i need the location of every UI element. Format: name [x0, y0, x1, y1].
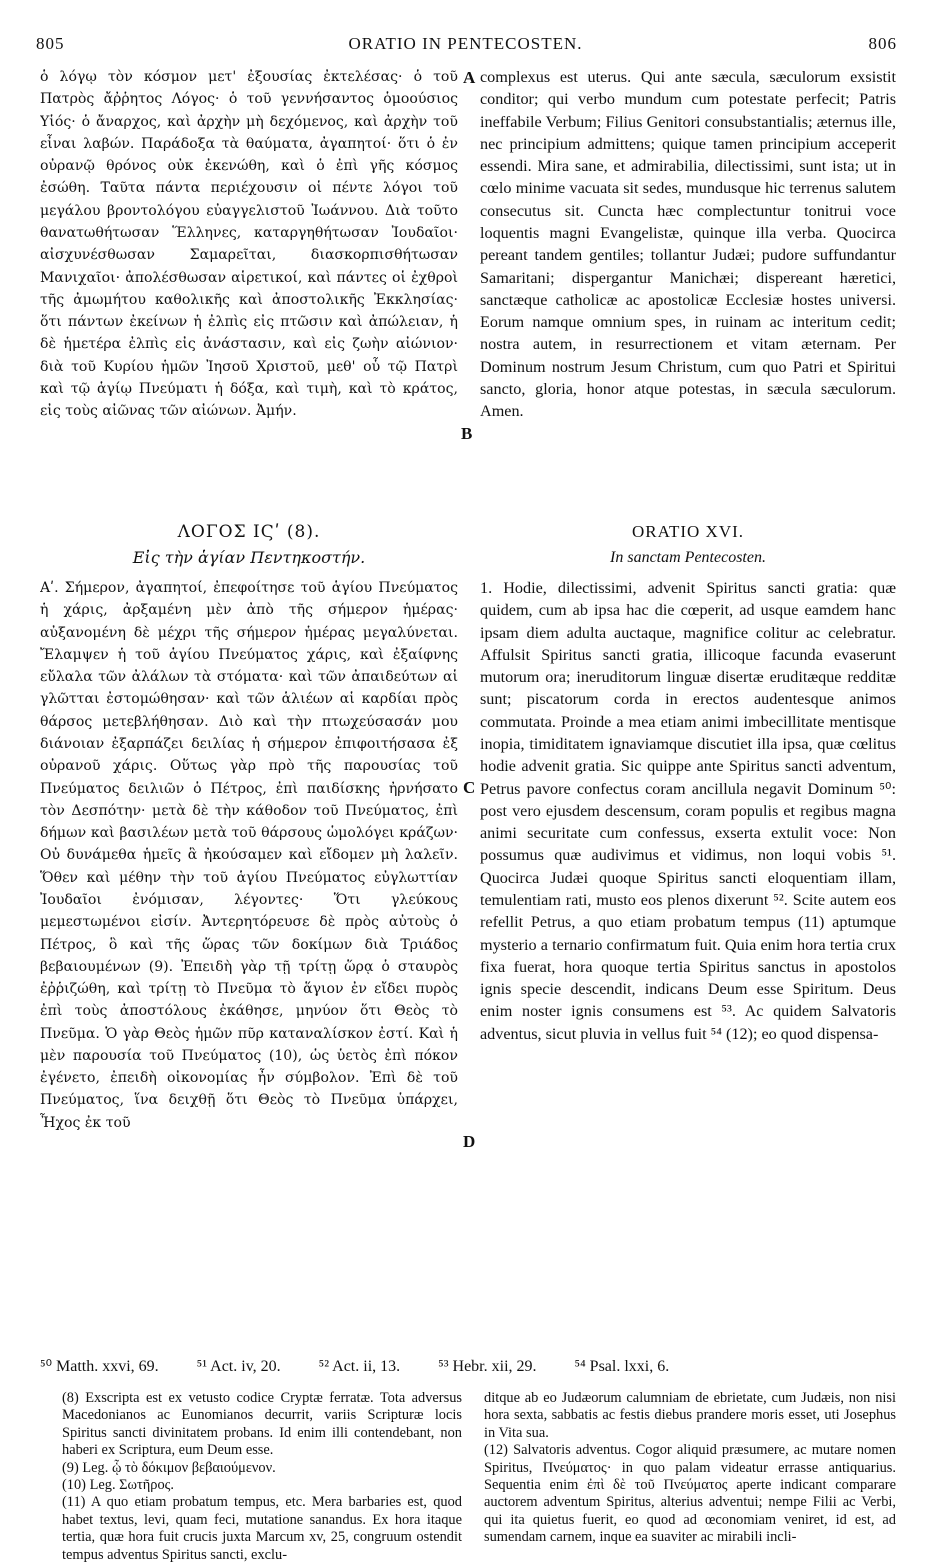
note-11: (11) A quo etiam probatum tempus, etc. Mera barbaries est, quod habet textus, levi, quam feci, mutatione sanandus. Ex hora itaque tertia, quæ hora fuit crucis juxta Marcum xv, 25, congruum ostendit tempus adventus Spiritus sancti, exclu-: [62, 1494, 462, 1563]
note-8: (8) Exscripta est ex vetusto codice Cryptæ ferratæ. Tota adversus Macedonianos ac Eunomianos decurrit, variis Scripturæ locis Spiritus sancti divinitatem probans. Id enim illi contendebant, non haberi ex Scriptura, eum Deum esse.: [62, 1390, 462, 1459]
running-title: ORATIO IN PENTECOSTEN.: [348, 34, 583, 53]
note-12: (12) Salvatoris adventus. Cogor aliquid præsumere, ac mutare nomen Spiritus, Πνεύματος· in quo palam videatur errasse antiquarius. Sequentia enim ἐπὶ δὲ τοῦ Πνεύματος aperte indicant comparare auctorem adventum Spiritus, alterius adventui; nempe Filii ac Verbi, qui ita quietus fuerit, eo quod ad œconomiam veniret, id est, ad sumendam carnem, inque ea suaviter ac mirabili incli-: [484, 1442, 896, 1546]
greek-oration-number: ΛΟΓΟΣ ΙϚʹ (8).: [177, 522, 321, 542]
note-10: (10) Leg. Σωτῆρος.: [62, 1477, 174, 1494]
greek-text-conclusion: ὁ λόγῳ τὸν κόσμον μετ' ἐξουσίας ἐκτελέσας· ὁ τοῦ Πατρὸς ἄῤῥητος Λόγος· ὁ τοῦ γεννήσαντος ὁμοούσιος Υἱός· ὁ ἄναρχος, καὶ ἀρχὴν μὴ δεχόμενος, καὶ ἀρχὴν τοῦ εἶναι λαβών. Παράδοξα τὰ θαύματα, ἀγαπητοί· ὅτι ὁ ἐν οὐρανῷ θρόνος οὐκ ἐκενώθη, καὶ ὁ ἐπὶ γῆς κόσμος ἐσώθη. Ταῦτα πάντα περιέχουσιν οἱ πέντε λόγοι τοῦ μεγάλου βροντολόγου εὐαγγελιστοῦ Ἰωάννου. Διὰ τοῦτο θανατωθήτωσαν Ἕλληνες, καταργηθήτωσαν Ἰουδαῖοι· αἰσχυνέσθωσαν Σαμαρεῖται, διασκορπισθήτωσαν Μανιχαῖοι· ἀπολέσθωσαν αἱρετικοί, καὶ πάντες οἱ ἐχθροὶ τῆς ἀμωμήτου καθολικῆς καὶ ἀποστολικῆς Ἐκκλησίας· ὅτι πάντων ἐκείνων ἡ ἐλπὶς εἰς πτῶσιν καὶ ἀπώλειαν, ἡ δὲ ἡμετέρα ἐλπὶς εἰς ἀνάστασιν, καὶ εἰς ζωὴν αἰώνιον· διὰ τοῦ Κυρίου ἡμῶν Ἰησοῦ Χριστοῦ, μεθ' οὗ τῷ Πατρὶ καὶ τῷ ἁγίῳ Πνεύματι ἡ δόξα, καὶ τιμὴ, καὶ τὸ κράτος, εἰς τοὺς αἰῶνας τῶν αἰώνων. Ἀμήν.: [40, 69, 458, 420]
margin-marker-c: C: [463, 778, 476, 797]
footnote-ref: ⁵⁰ Matth. xxvi, 69.: [40, 1358, 159, 1375]
latin-text-oration: 1. Hodie, dilectissimi, advenit Spiritus sancti gratia: quæ quidem, cum ab ipsa hac die cœperit, ad usque eamdem hanc ipsam diem adulta auctaque, magnifice colitur ac celebratur. Affulsit Spiritus sancti gratia, illicoque facunda evaserunt mutorum ora; ineruditorum linguæ disertæ eruditæque redditæ sunt; piscatorum corda in erectos audentesque animos commutata. Proinde a mea etiam animi imbecillitate mentisque inopia, timiditatem ignaviamque discutiet illa ipsa, quæ cœlitus hodie advenit gratia. Sic quippe ante Spiritus sancti adventum, Petrus pavore confectus coram ancillula negavit Dominum ⁵⁰: post vero ejusdem descensum, coram populis et regibus magna animi securitate cum confessus, exserta extulit voce: Non possumus quæ audivimus et vidimus, non loqui vobis ⁵¹. Quocirca Judæi quoque Spiritus sancti eloquentiam illam, temulentiam rati, musto eos plenos dixerunt ⁵². Scite autem eos refellit Petrus, a quo etiam probatum tempus (11) aptumque mysterio a ternario confirmatum fuit. Quia enim hora tertia crux fixa fuerat, hora quoque tertia Spiritus sanctus in apostolos ignis specie descendit, indicans Deum esse Spiritum. Deus enim noster ignis consumens est ⁵³. Ac quidem Salvatoris adventus, sicut pluvia in vellus fuit ⁵⁴ (12); eo quod dispensa-: [480, 579, 896, 1043]
latin-text-conclusion: complexus est uterus. Qui ante sæcula, sæculorum exsistit conditor; qui verbo mundum cum potestate perfecit; Patris ineffabile Verbum; Filius Genitori consubstantialis; æternus ille, nec principium admittens; quique tamen principium acceperit essendi. Mira sane, et admirabilia, dilectissimi, sunt ista; ut in cœlo minime vacuata sit sedes, mundusque hic terrenus salutem consecutus sit. Cuncta hæc complectuntur tonitrui voce loquentis magni Evangelistæ, quinque illa verba. Quocirca pereant tandem gentiles; tollantur Judæi; pudore suffundantur Samaritani; dispergantur Manichæi; dispereant hæretici, sanctæque catholicæ ac apostolicæ Ecclesiæ hostes universi. Eorum namque omnium spes, in ruinam ac interitum cedit; nostra autem, in resurrectionem et vitam æternam. Per Dominum nostrum Jesum Christum, cum quo Patri et Spiritui sancto, gloria, honor atque potestas, in sæcula sæculorum. Amen.: [480, 68, 896, 421]
note-9: (9) Leg. ᾧ τὸ δόκιμον βεβαιούμενον.: [62, 1459, 276, 1476]
scripture-footnotes: [40, 1356, 891, 1376]
footnote-ref: ⁵¹ Act. iv, 20.: [196, 1358, 281, 1375]
latin-oration-number: ORATIO XVI.: [631, 522, 745, 541]
margin-marker-b: B: [461, 424, 473, 443]
notes-left-column: [62, 1390, 462, 1564]
margin-marker-a: A: [463, 68, 476, 87]
greek-oration-title: Εἰς τὴν ἁγίαν Πεντηκοστήν.: [132, 548, 366, 567]
page-number-left: 805: [36, 34, 65, 53]
running-header: [30, 30, 901, 56]
note-11-continued: ditque ab eo Judæorum calumniam de ebrietate, cum Judæis, non nisi hora sexta, sabbatis ac festis diebus prandere moris esset, uti Josephus in Vita sua.: [484, 1390, 896, 1441]
page-number-right: 806: [868, 34, 897, 53]
latin-column: [480, 66, 896, 1293]
greek-text-oration: Αʹ. Σήμερον, ἀγαπητοί, ἐπεφοίτησε τοῦ ἁγίου Πνεύματος ἡ χάρις, ἀρξαμένη μὲν ἀπὸ τῆς σήμερον ἡμέρας· αὐξανομένη δὲ μέχρι τῆς σήμερον ἡμέρας μεγαλύνεται. Ἔλαμψεν ἡ τοῦ ἁγίου Πνεύματος χάρις, καὶ ἐξαίφνης εὔλαλα τῶν ἀλάλων τὰ στόματα· καὶ τῶν ἀπαιδεύτων αἱ γλῶτται ἐστομώθησαν· καὶ τῶν ἁλιέων αἱ καρδίαι πρὸς θάρσος μετεβλήθησαν. Διὸ καὶ τὴν πτωχεύσασάν μου διάνοιαν ἐξαρπάζει δειλίας ἡ σήμερον ἐπιφοιτήσασα ἐξ οὐρανοῦ χάρις. Οὕτως γὰρ πρὸ τῆς παρουσίας τοῦ Πνεύματος δειλιῶν ὁ Πέτρος, ἐπὶ παιδίσκης ἠρνήσατο τὸν Δεσπότην· μετὰ δὲ τὴν κάθοδον τοῦ Πνεύματος, ἐπὶ δήμων καὶ βασιλέων μετὰ τοῦ θάρσους ὡμολόγει κράζων· Οὐ δυνάμεθα ἡμεῖς ἃ ἠκούσαμεν καὶ εἴδομεν μὴ λαλεῖν. Ὅθεν καὶ μέθην τὴν τοῦ ἁγίου Πνεύματος εὐγλωττίαν Ἰουδαῖοι ἐνόμισαν, λέγοντες· Ὅτι γλεύκους μεμεστωμένοι εἰσίν. Ἀντερητόρευσε δὲ πρὸς αὐτοὺς ὁ Πέτρος, ὃ καὶ τῆς ὥρας τῶν δοκίμων διὰ Τριάδος βεβαιουμένων (9). Ἐπειδὴ γὰρ τῇ τρίτῃ ὥρᾳ ὁ σταυρὸς ἐῤῥιζώθη, καὶ τρίτῃ τὸ Πνεῦμα τὸ ἅγιον ἐν εἴδει πυρὸς ἐπὶ τοὺς ἀποστόλους ἐκάθησε, μηνύον ὅτι Θεὸς τὸ Πνεῦμα. Ὁ γὰρ Θεὸς ἡμῶν πῦρ καταναλίσκον ἐστί. Καὶ ἡ μὲν παρουσία τοῦ Πνεύματος (10), ὡς ὑετὸς ἐπὶ πόκον ἐγένετο, ἐπειδὴ οἰκονομίας ἦν σύμβολον. Ἐπὶ δὲ τοῦ Πνεύματος, ἵνα δειχθῇ ὅτι Θεὸς τὸ Πνεῦμα ὑπάρχει, Ἦχος ἐκ τοῦ: [40, 580, 458, 1131]
notes-right-column: [484, 1390, 896, 1547]
greek-column: [40, 66, 458, 1293]
margin-marker-d: D: [463, 1132, 476, 1151]
latin-heading: [480, 519, 896, 571]
footnote-ref: ⁵³ Hebr. xii, 29.: [438, 1358, 537, 1375]
latin-oration-title: In sanctam Pentecosten.: [610, 549, 766, 566]
footnote-ref: ⁵⁴ Psal. lxxi, 6.: [574, 1358, 670, 1375]
greek-heading: [40, 519, 458, 571]
footnote-ref: ⁵² Act. ii, 13.: [318, 1358, 401, 1375]
